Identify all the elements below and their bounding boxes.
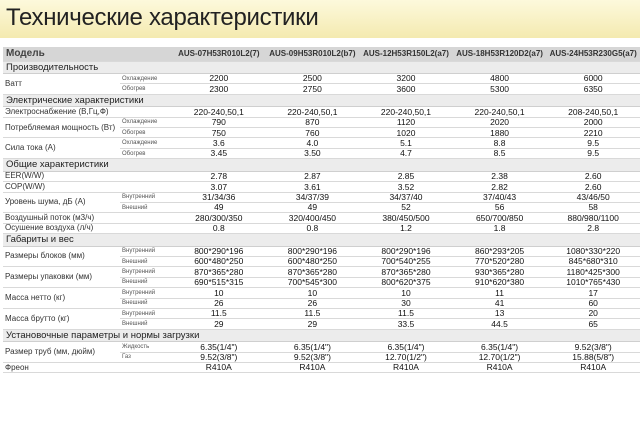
- param-value: 49: [172, 202, 266, 212]
- param-value: 220-240,50,1: [359, 107, 453, 117]
- param-value: 2210: [546, 128, 640, 138]
- param-value: 800*290*196: [266, 246, 360, 256]
- param-value: 1080*330*220: [546, 246, 640, 256]
- param-value: 34/37/39: [266, 192, 360, 202]
- param-value: 10: [172, 288, 266, 298]
- param-sublabel: Газ: [120, 352, 172, 362]
- param-value: 930*365*280: [453, 267, 547, 277]
- param-sublabel: Внутренний: [120, 288, 172, 298]
- param-value: 10: [359, 288, 453, 298]
- spec-row: [3, 138, 640, 148]
- param-label: Размер труб (мм, дюйм): [3, 342, 120, 363]
- param-value: 870*365*280: [266, 267, 360, 277]
- param-label: EER(W/W): [3, 171, 172, 181]
- param-value: 2.60: [546, 171, 640, 181]
- param-value: 3.50: [266, 148, 360, 158]
- param-value: 910*620*380: [453, 277, 547, 287]
- param-value: 52: [359, 202, 453, 212]
- param-value: 2750: [266, 84, 360, 94]
- param-sublabel: Внешний: [120, 277, 172, 287]
- param-label: Ватт: [3, 74, 120, 95]
- param-value: 790: [172, 117, 266, 127]
- param-value: 12.70(1/2"): [359, 352, 453, 362]
- param-value: 3.52: [359, 182, 453, 192]
- param-label: COP(W/W): [3, 182, 172, 192]
- param-value: 700*540*255: [359, 256, 453, 266]
- param-value: 760: [266, 128, 360, 138]
- param-value: 280/300/350: [172, 213, 266, 223]
- param-value: 6.35(1/4"): [172, 342, 266, 352]
- param-value: 12.70(1/2"): [453, 352, 547, 362]
- param-value: 58: [546, 202, 640, 212]
- param-label: Уровень шума, дБ (А): [3, 192, 120, 213]
- param-value: 4800: [453, 74, 547, 84]
- section-header: [3, 61, 640, 74]
- param-value: 2.78: [172, 171, 266, 181]
- spec-row: [3, 288, 640, 298]
- param-value: 3.45: [172, 148, 266, 158]
- param-label: Осушение воздуха (л/ч): [3, 223, 172, 233]
- param-sublabel: Жидкость: [120, 342, 172, 352]
- param-value: 6.35(1/4"): [266, 342, 360, 352]
- param-value: 2.87: [266, 171, 360, 181]
- param-label: Масса брутто (кг): [3, 308, 120, 329]
- section-header: [3, 234, 640, 247]
- page-title: Технические характеристики: [6, 4, 319, 31]
- param-value: 26: [172, 298, 266, 308]
- spec-row: [3, 171, 640, 181]
- param-sublabel: Охлаждение: [120, 74, 172, 84]
- param-sublabel: Обогрев: [120, 84, 172, 94]
- param-value: 11.5: [266, 308, 360, 318]
- param-sublabel: Внутренний: [120, 308, 172, 318]
- spec-row: [3, 107, 640, 117]
- title-banner: [0, 0, 640, 38]
- param-value: 29: [172, 319, 266, 329]
- model-name: AUS-12H53R150L2(a7): [359, 47, 453, 61]
- param-value: 2000: [546, 117, 640, 127]
- param-value: 1.2: [359, 223, 453, 233]
- param-value: 17: [546, 288, 640, 298]
- param-value: 9.5: [546, 138, 640, 148]
- param-value: 49: [266, 202, 360, 212]
- param-value: 2300: [172, 84, 266, 94]
- param-value: 9.52(3/8"): [546, 342, 640, 352]
- spec-body: [3, 61, 640, 373]
- param-value: 56: [453, 202, 547, 212]
- param-value: 845*680*310: [546, 256, 640, 266]
- section-title: Габариты и вес: [3, 234, 640, 247]
- param-value: 380/450/500: [359, 213, 453, 223]
- spec-row: [3, 308, 640, 318]
- param-value: 9.5: [546, 148, 640, 158]
- param-value: 26: [266, 298, 360, 308]
- section-header: [3, 329, 640, 342]
- param-value: 5.1: [359, 138, 453, 148]
- param-value: 1880: [453, 128, 547, 138]
- param-value: 3200: [359, 74, 453, 84]
- param-value: 34/37/40: [359, 192, 453, 202]
- param-value: 8.8: [453, 138, 547, 148]
- param-value: 320/400/450: [266, 213, 360, 223]
- header-row: [3, 47, 640, 61]
- param-value: 3.6: [172, 138, 266, 148]
- param-value: 870: [266, 117, 360, 127]
- param-value: R410A: [359, 362, 453, 372]
- param-value: 44.5: [453, 319, 547, 329]
- param-value: 800*290*196: [172, 246, 266, 256]
- param-sublabel: Обогрев: [120, 128, 172, 138]
- param-value: 208-240,50,1: [546, 107, 640, 117]
- param-value: 220-240,50,1: [453, 107, 547, 117]
- param-value: 5300: [453, 84, 547, 94]
- param-value: 15.88(5/8"): [546, 352, 640, 362]
- section-title: Установочные параметры и нормы загрузки: [3, 329, 640, 342]
- param-value: 1120: [359, 117, 453, 127]
- param-value: 9.52(3/8"): [172, 352, 266, 362]
- model-header: Модель: [3, 47, 172, 61]
- param-label: Размеры блоков (мм): [3, 246, 120, 267]
- param-value: R410A: [172, 362, 266, 372]
- param-label: Сила тока (А): [3, 138, 120, 159]
- param-value: 43/46/50: [546, 192, 640, 202]
- param-value: 1020: [359, 128, 453, 138]
- param-value: 220-240,50,1: [172, 107, 266, 117]
- spec-row: [3, 74, 640, 84]
- section-header: [3, 94, 640, 107]
- spec-row: [3, 246, 640, 256]
- section-title: Электрические характеристики: [3, 94, 640, 107]
- param-value: 4.0: [266, 138, 360, 148]
- param-value: 3.07: [172, 182, 266, 192]
- param-value: 6350: [546, 84, 640, 94]
- param-value: 11.5: [359, 308, 453, 318]
- param-value: 220-240,50,1: [266, 107, 360, 117]
- param-value: 6000: [546, 74, 640, 84]
- param-value: 11: [453, 288, 547, 298]
- spec-row: [3, 117, 640, 127]
- spec-row: [3, 213, 640, 223]
- spec-row: [3, 192, 640, 202]
- param-sublabel: Внутренний: [120, 246, 172, 256]
- param-value: 650/700/850: [453, 213, 547, 223]
- param-sublabel: Обогрев: [120, 148, 172, 158]
- param-sublabel: Внутренний: [120, 192, 172, 202]
- param-value: 2200: [172, 74, 266, 84]
- param-value: 880/980/1100: [546, 213, 640, 223]
- param-value: 2.38: [453, 171, 547, 181]
- param-value: 41: [453, 298, 547, 308]
- param-value: 690*515*315: [172, 277, 266, 287]
- param-label: Потребляемая мощность (Вт): [3, 117, 120, 138]
- spec-table: [3, 47, 640, 373]
- param-value: 65: [546, 319, 640, 329]
- param-value: 2.8: [546, 223, 640, 233]
- param-value: 3600: [359, 84, 453, 94]
- param-value: 800*290*196: [359, 246, 453, 256]
- param-value: 1.8: [453, 223, 547, 233]
- param-value: 870*365*280: [359, 267, 453, 277]
- param-value: 2500: [266, 74, 360, 84]
- param-value: 30: [359, 298, 453, 308]
- spec-row: [3, 223, 640, 233]
- spec-row: [3, 267, 640, 277]
- section-title: Общие характеристики: [3, 159, 640, 172]
- param-value: 3.61: [266, 182, 360, 192]
- param-value: 700*545*300: [266, 277, 360, 287]
- param-value: 600*480*250: [172, 256, 266, 266]
- spec-row: [3, 362, 640, 372]
- param-label: Размеры упаковки (мм): [3, 267, 120, 288]
- param-value: 11.5: [172, 308, 266, 318]
- param-sublabel: Внутренний: [120, 267, 172, 277]
- param-value: 10: [266, 288, 360, 298]
- param-label: Воздушный поток (м3/ч): [3, 213, 172, 223]
- param-value: 13: [453, 308, 547, 318]
- param-value: 770*520*280: [453, 256, 547, 266]
- param-value: 2.60: [546, 182, 640, 192]
- param-value: 0.8: [172, 223, 266, 233]
- param-value: 0.8: [266, 223, 360, 233]
- param-sublabel: Охлаждение: [120, 138, 172, 148]
- section-title: Производительность: [3, 61, 640, 74]
- spec-row: [3, 182, 640, 192]
- param-value: 33.5: [359, 319, 453, 329]
- param-sublabel: Внешний: [120, 202, 172, 212]
- param-value: 870*365*280: [172, 267, 266, 277]
- param-value: 6.35(1/4"): [453, 342, 547, 352]
- param-value: 800*620*375: [359, 277, 453, 287]
- param-value: 750: [172, 128, 266, 138]
- param-value: 60: [546, 298, 640, 308]
- param-value: 8.5: [453, 148, 547, 158]
- model-name: AUS-07H53R010L2(7): [172, 47, 266, 61]
- param-sublabel: Внешний: [120, 256, 172, 266]
- param-label: Фреон: [3, 362, 172, 372]
- param-value: R410A: [266, 362, 360, 372]
- param-sublabel: Охлаждение: [120, 117, 172, 127]
- param-value: 9.52(3/8"): [266, 352, 360, 362]
- param-value: 860*293*205: [453, 246, 547, 256]
- param-value: R410A: [546, 362, 640, 372]
- param-value: 37/40/43: [453, 192, 547, 202]
- spec-row: [3, 342, 640, 352]
- param-label: Масса нетто (кг): [3, 288, 120, 309]
- param-sublabel: Внешний: [120, 298, 172, 308]
- section-header: [3, 159, 640, 172]
- param-label: Электроснабжение (В,Гц,Ф): [3, 107, 172, 117]
- param-value: 29: [266, 319, 360, 329]
- param-value: 2020: [453, 117, 547, 127]
- model-name: AUS-18H53R120D2(a7): [453, 47, 547, 61]
- param-sublabel: Внешний: [120, 319, 172, 329]
- param-value: R410A: [453, 362, 547, 372]
- param-value: 600*480*250: [266, 256, 360, 266]
- param-value: 4.7: [359, 148, 453, 158]
- param-value: 2.82: [453, 182, 547, 192]
- param-value: 20: [546, 308, 640, 318]
- param-value: 1010*765*430: [546, 277, 640, 287]
- param-value: 2.85: [359, 171, 453, 181]
- param-value: 1180*425*300: [546, 267, 640, 277]
- model-name: AUS-09H53R010L2(b7): [266, 47, 360, 61]
- param-value: 31/34/36: [172, 192, 266, 202]
- param-value: 6.35(1/4"): [359, 342, 453, 352]
- model-name: AUS-24H53R230G5(a7): [546, 47, 640, 61]
